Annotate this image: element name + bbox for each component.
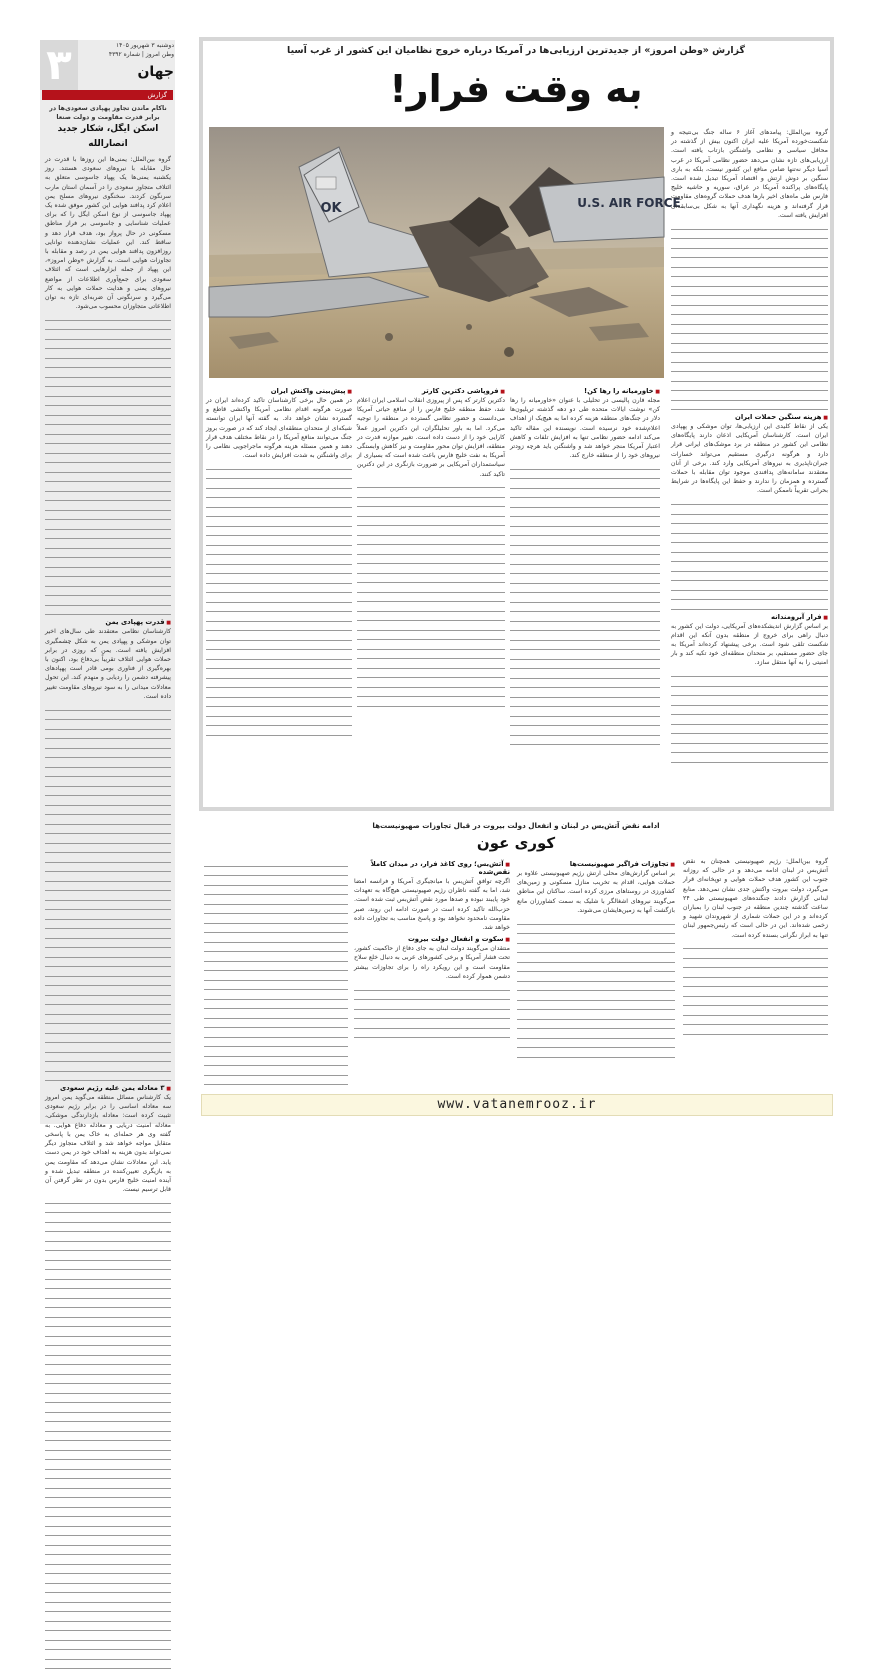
section-tag-bar (42, 90, 173, 100)
lead-section-title: ■ فروپاشی دکترین کارتر (357, 387, 505, 395)
lead-section-title: ■ هزینه سنگین حملات ایران (671, 413, 828, 421)
sidebar-section-body: کارشناسان نظامی معتقدند طی سال‌های اخیر توان موشکی و پهپادی یمن به شکل چشمگیری افزایش یافته است. یمن که روزی در برابر حملات هوایی ائتلاف تقریباً بی‌دفاع بود، اکنون با بهره‌گیری از فناوری بومی قادر است پهپادهای پیشرفته دشمن را ردیابی و منهدم کند. این تحول معادلات میدانی را به سود نیروهای مقاومت تغییر داده است. (45, 628, 171, 700)
sidebar-section-body: یک کارشناس مسائل منطقه می‌گوید یمن امروز سه معادله اساسی را در برابر رژیم سعودی تثبیت کرده است: معادله بازدارندگی موشکی، معادله امنیت دریایی و معادله دفاع هوایی. به گفته وی هر حمله‌ای به خاک یمن با پاسخی متقابل مواجه خواهد شد و ائتلاف متجاوز دیگر نمی‌تواند بدون هزینه به اهداف خود در یمن دست یابد. این معادلات نشان می‌دهد که مقاومت یمن به بازیگری تعیین‌کننده در منطقه تبدیل شده و آینده امنیت خلیج فارس بدون در نظر گرفتن آن قابل ترسیم نیست. (45, 1094, 171, 1194)
masthead-date (86, 41, 174, 59)
sidebar-headline: اسکن ایگل، شکار جدید انصارالله (57, 124, 159, 149)
section-tag-label: گزارش (147, 91, 167, 99)
photo-caption: U.S. AIR FORCE (577, 196, 681, 210)
date-line: دوشنبه ۳ شهریور ۱۴۰۵ (115, 42, 174, 49)
lead-photo (209, 127, 681, 378)
section-name: جهان (137, 64, 174, 80)
lead-column-2 (510, 384, 660, 802)
lead-column-3 (357, 384, 505, 802)
lead-section-title: ■ پیش‌بینی واکنش ایران (206, 387, 352, 395)
second-section-title: ■ تجاوزات فراگیر صهیونیست‌ها (517, 860, 675, 868)
second-section-body: منتقدان می‌گویند دولت لبنان به جای دفاع از حاکمیت کشور، تحت فشار آمریکا و برخی کشورهای عربی به دنبال خلع سلاح مقاومت است و این رویکرد راه را برای تجاوزات بیشتر دشمن هموار کرده است. (354, 945, 510, 980)
page-number: ۳ (40, 40, 78, 90)
sidebar-section-title: ■ قدرت پهپادی یمن (45, 618, 171, 626)
lead-section-body: یکی از نقاط کلیدی این ارزیابی‌ها، توان موشکی و پهپادی ایران است. کارشناسان آمریکایی اذعان دارند پایگاه‌های نظامی این کشور در منطقه در برد موشک‌های ایرانی قرار دارد و هرگونه درگیری مستقیم می‌تواند خسارات جبران‌ناپذیری به نیروهای آمریکایی وارد کند. برخی از آنان معتقدند سامانه‌های پدافندی موجود توان مقابله با حملات گسترده و همزمان را ندارند و حفظ این پایگاه‌ها در شرایط بحرانی تقریباً ناممکن است. (671, 423, 828, 495)
aircraft-wreckage-photo (209, 127, 681, 378)
second-section-title: ■ آتش‌بس؛ روی کاغذ فرار، در میدان کاملاً نقض‌شده (354, 860, 510, 876)
lead-section-title: ■ خاورمیانه را رها کن! (510, 387, 660, 395)
lead-section-body: بر اساس گزارش اندیشکده‌های آمریکایی، دولت این کشور به دنبال راهی برای خروج از منطقه بدون آنکه این اقدام شکست تلقی شود است. برخی پیشنهاد کرده‌اند آمریکا به جای حضور مستقیم، بر متحدان منطقه‌ای خود تکیه کند و بار امنیتی را به آنها منتقل سازد. (671, 622, 828, 667)
lead-section-body: دکترین کارتر که پس از پیروزی انقلاب اسلامی ایران اعلام شد، حفظ منطقه خلیج فارس را از منافع حیاتی آمریکا می‌دانست و حضور نظامی گسترده در منطقه را توجیه می‌کرد. اما به باور تحلیلگران، این دکترین امروز عملاً کارایی خود را از دست داده است. تغییر موازنه قدرت در منطقه، افزایش توان محور مقاومت و نیز کاهش وابستگی آمریکا به نفت خلیج فارس باعث شده است که بسیاری از سیاستمداران آمریکایی بر ضرورت بازنگری در این دکترین تاکید کنند. (357, 397, 505, 478)
second-column-2 (517, 857, 675, 1087)
second-column-4 (204, 857, 348, 1087)
sidebar-article (45, 104, 171, 1194)
website-url[interactable]: www.vatanemrooz.ir (201, 1094, 833, 1116)
second-headline: کوری عون (476, 834, 556, 852)
lead-section-body: مجله فارن پالیسی در تحلیلی با عنوان «خاورمیانه را رها کن» نوشت ایالات متحده طی دو دهه گذشته تریلیون‌ها دلار در جنگ‌های منطقه هزینه کرده اما به هیچ‌یک از اهداف اعلام‌شده خود نرسیده است. نویسنده این مقاله تاکید می‌کند ادامه حضور نظامی تنها به افزایش تلفات و کاهش اعتبار آمریکا منجر خواهد شد و واشنگتن باید هرچه زودتر نیروهای خود را از منطقه خارج کند. (510, 397, 660, 460)
lead-column-4 (206, 384, 352, 802)
second-section-title: ■ سکوت و انفعال دولت بیروت (354, 935, 510, 943)
lead-column-intro (671, 128, 828, 802)
second-column-1 (683, 857, 828, 1087)
photo-tail-code: OK (320, 201, 342, 216)
sidebar-section-title: ■ ۳ معادله یمن علیه رژیم سعودی (45, 1084, 171, 1092)
issue-line: وطن امروز | شماره ۴۳۹۲ (108, 51, 174, 58)
second-intro: گروه بین‌الملل: رژیم صهیونیستی همچنان به نقض آتش‌بس در لبنان ادامه می‌دهد و در حالی که روزانه جنوب این کشور هدف حملات هوایی و توپخانه‌ای قرار می‌گیرد، دولت بیروت واکنش جدی نشان نمی‌دهد. منابع لبنانی گزارش دادند جنگنده‌های صهیونیستی طی ۲۴ ساعت گذشته چندین منطقه در جنوب لبنان را بمباران کرده‌اند و در این حملات شماری از شهروندان شهید و زخمی شده‌اند. این در حالی است که رئیس‌جمهور لبنان تنها به ابراز نگرانی بسنده کرده است. (683, 858, 828, 939)
lead-kicker: گزارش «وطن امروز» از جدیدترین ارزیابی‌ها در آمریکا درباره خروج نظامیان این کشور از غرب آسیا (287, 45, 745, 56)
second-column-3 (354, 857, 510, 1087)
lead-intro: گروه بین‌الملل: پیامدهای آغاز ۶ ساله جنگ بی‌نتیجه و شکست‌خورده آمریکا علیه ایران اکنون بیش از گذشته در محافل سیاسی و نظامی واشنگتن بازتاب یافته است. ارزیابی‌های تازه نشان می‌دهد حضور نظامی آمریکا در غرب آسیا دیگر نه‌تنها ضامن منافع این کشور نیست، بلکه به باری سنگین بر دوش ارتش و اقتصاد آمریکا تبدیل شده است. پایگاه‌های پراکنده آمریکا در عراق، سوریه و حاشیه خلیج فارس طی ماه‌های اخیر بارها هدف حملات گروه‌های مقاومت قرار گرفته‌اند و هزینه نگهداری آنها به شکل بی‌سابقه‌ای افزایش یافته است. (671, 129, 828, 219)
sidebar-kicker: ناکام ماندن تجاوز پهپادی سعودی‌ها در برابر قدرت مقاومت و دولت صنعا (49, 105, 167, 121)
lead-headline: به وقت فرار! (389, 67, 643, 111)
sidebar-body: گروه بین‌الملل: یمنی‌ها این روزها با قدرت در حال مقابله با نیروهای سعودی هستند. روز یکشنبه یمنی‌ها یک پهپاد جاسوسی متعلق به ائتلاف متجاوز سعودی را در آسمان استان مارب سرنگون کردند. سخنگوی نیروهای مسلح یمن اعلام کرد پدافند هوایی این کشور موفق شده یک پهپاد جاسوسی از نوع اسکن ایگل را که برای عملیات شناسایی و جاسوسی بر فراز مناطق مسکونی در حال پرواز بود، هدف قرار دهد و ساقط کند. این عملیات نشان‌دهنده توانایی روزافزون پدافند هوایی یمن در رصد و مقابله با تجاوزات هوایی است. به گزارش «وطن امروز»، این پهپاد از جمله ابزارهایی است که ائتلاف سعودی برای جمع‌آوری اطلاعات از مواضع نیروهای یمنی و هدایت حملات هوایی به کار می‌گیرد و سرنگونی آن ضربه‌ای تازه به توان اطلاعاتی متجاوزان محسوب می‌شود. (45, 156, 171, 311)
second-kicker: ادامه نقض آتش‌بس در لبنان و انفعال دولت بیروت در قبال تجاوزات صهیونیست‌ها (372, 821, 660, 830)
second-section-body: اگرچه توافق آتش‌بس با میانجیگری آمریکا و فرانسه امضا شد، اما به گفته ناظران رژیم صهیونیستی هیچ‌گاه به تعهدات خود پایبند نبوده و صدها مورد نقض آتش‌بس ثبت شده است. حزب‌الله تاکید کرده است در صورت ادامه این روند، صبر مقاومت نامحدود نخواهد بود و پاسخ مناسب به تجاوزات داده خواهد شد. (354, 878, 510, 932)
lead-section-body: در همین حال برخی کارشناسان تاکید کرده‌اند ایران در صورت هرگونه اقدام نظامی آمریکا واکنشی قاطع و گسترده نشان خواهد داد. به گفته آنها ایران توانسته شبکه‌ای از متحدان منطقه‌ای ایجاد کند که در صورت بروز جنگ می‌توانند منافع آمریکا را در نقاط مختلف هدف قرار دهند و همین مسئله هزینه هرگونه ماجراجویی نظامی را برای واشنگتن به شدت افزایش داده است. (206, 397, 352, 460)
second-section-body: بر اساس گزارش‌های محلی ارتش رژیم صهیونیستی علاوه بر حملات هوایی، اقدام به تخریب منازل مسکونی و زمین‌های کشاورزی در روستاهای مرزی کرده است. ساکنان این مناطق می‌گویند نیروهای اشغالگر با شلیک به سمت کشاورزان مانع بازگشت آنها به زمین‌هایشان می‌شوند. (517, 870, 675, 914)
lead-section-title: ■ فرار آبرومندانه (671, 613, 828, 621)
